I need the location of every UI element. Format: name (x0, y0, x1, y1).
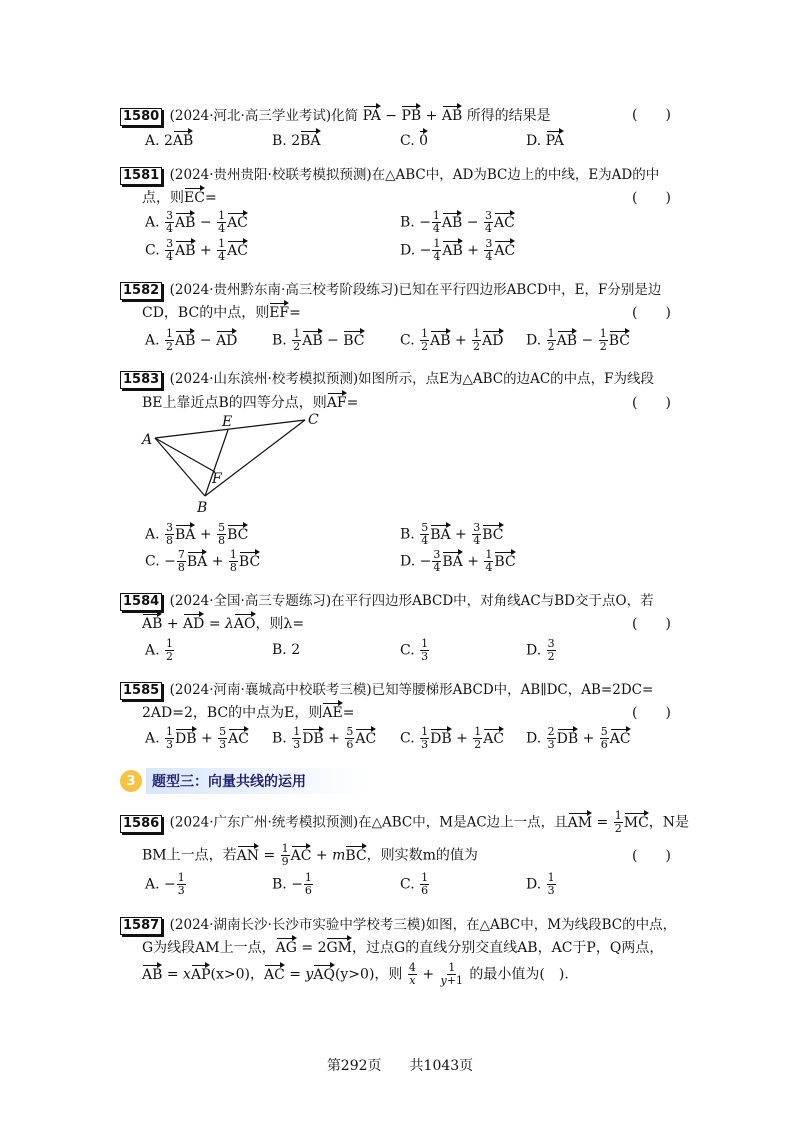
section-badge: 3 (120, 770, 142, 792)
question-stem: (2024·河南·襄城高中校联考三模)已知等腰梯形ABCD中，AB∥DC，AB=2DC= (169, 682, 654, 698)
question-stem: (2024·贵州贵阳·校联考模拟预测)在△ABC中，AD为BC边上的中线，E为AD的中 (169, 167, 660, 183)
question-1581 (120, 163, 659, 185)
question-stem: (2024·河北·高三学业考试)化简 (169, 108, 359, 124)
answer-paren: ( ) (632, 395, 671, 411)
answer-paren: ( ) (632, 107, 671, 123)
option-d: D. − $\frac{1}{4}$ AB + $\frac{3}{4}$ AC (400, 237, 516, 263)
question-stem: (2024·湖南长沙·长沙市实验中学校考三模)如图，在△ABC中，M为线段BC的中点， (169, 917, 677, 933)
option-c: C. − $\frac{7}{8}$ BA + $\frac{1}{8}$ BC (145, 548, 261, 574)
triangle-figure (140, 410, 330, 520)
option-b: B. − $\frac{1}{4}$ AB − $\frac{3}{4}$ AC (400, 209, 515, 235)
question-1580: 1580 (2024·河北·高三学业考试)化简 PA − PB + AB 所得的结果是 (120, 104, 551, 126)
question-1587-line2: G为线段AM上一点，AG = 2GM，过点G的直线分别交直线AB，AC于P，Q两点， (142, 940, 664, 956)
option-c: C. $\frac{3}{4}$ AB + $\frac{1}{4}$ AC (145, 237, 248, 263)
question-1583 (120, 367, 654, 389)
question-1581-line2: 点，则EC= (142, 190, 217, 206)
option-d: D. PA (526, 133, 564, 149)
question-number: 1580 (120, 108, 162, 126)
option-d: D. − $\frac{3}{4}$ BA + $\frac{1}{4}$ BC (400, 548, 516, 574)
option-a: A. $\frac{1}{2}$ (145, 637, 174, 663)
question-stem: (2024·全国·高三专题练习)在平行四边形ABCD中，对角线AC与BD交于点O，若 (169, 593, 654, 609)
question-stem: (2024·广东广州·统考模拟预测)在△ABC中，M是AC边上一点，且 (169, 814, 568, 831)
option-c: C. $\frac{1}{6}$ (400, 871, 429, 897)
option-d: D. $\frac{1}{2}$ AB − $\frac{1}{2}$ BC (526, 327, 630, 353)
question-1585-line2: 2AD=2，BC的中点为E，则AE= (142, 705, 355, 721)
option-c: C. $\frac{1}{2}$ AB + $\frac{1}{2}$ AD (400, 327, 504, 353)
option-c: C. $\frac{1}{3}$ (400, 637, 429, 663)
question-stem: (2024·山东滨州·校考模拟预测)如图所示，点E为△ABC的边AC的中点，F为线段 (169, 371, 655, 387)
option-d: D. $\frac{2}{3}$ DB + $\frac{5}{6}$ AC (526, 725, 631, 751)
option-b: B. $\frac{1}{2}$ AB − BC (272, 327, 365, 353)
question-number: 1584 (120, 593, 162, 611)
question-1587 (120, 913, 676, 935)
answer-paren: ( ) (632, 190, 671, 206)
answer-paren: ( ) (632, 616, 671, 632)
option-c: C. 0 (400, 133, 429, 149)
question-1582 (120, 278, 661, 300)
option-a: A. $\frac{1}{2}$ AB − AD (145, 327, 238, 353)
question-number: 1585 (120, 682, 162, 700)
answer-paren: ( ) (632, 848, 671, 864)
question-1587-line3: AB = xAP(x>0)，AC = yAQ(y>0)，则 $\frac{4}{x}$ + $\frac{1}{y+1}$ 的最小值为( ). (142, 961, 569, 987)
option-b: B. $\frac{5}{4}$ BA + $\frac{3}{4}$ BC (400, 521, 504, 547)
answer-paren: ( ) (632, 705, 671, 721)
option-b: B. − $\frac{1}{6}$ (272, 871, 312, 897)
option-a: A. $\frac{3}{8}$ BA + $\frac{5}{8}$ BC (145, 521, 249, 547)
option-b: B. 2BA (272, 133, 321, 149)
page-footer: 第292页 共1043页 (326, 1058, 474, 1074)
question-1583-line2: BE上靠近点B的四等分点，则AF= (142, 395, 359, 411)
question-stem: (2024·贵州黔东南·高三校考阶段练习)已知在平行四边形ABCD中，E，F分别是边 (169, 282, 662, 298)
label-f: F (212, 471, 222, 487)
question-number: 1581 (120, 167, 162, 185)
option-b: B. $\frac{1}{3}$ DB + $\frac{5}{6}$ AC (272, 725, 377, 751)
question-1584 (120, 589, 654, 611)
label-e: E (222, 414, 233, 430)
question-number: 1586 (120, 815, 162, 833)
option-b: B. 2 (272, 642, 301, 658)
label-c: C (308, 412, 319, 428)
label-a: A (142, 432, 153, 448)
question-stem-tail: 所得的结果是 (466, 108, 551, 124)
option-a: A. $\frac{3}{4}$ AB − $\frac{1}{4}$ AC (145, 209, 248, 235)
question-number: 1582 (120, 282, 162, 300)
question-number: 1583 (120, 371, 162, 389)
question-number: 1587 (120, 917, 162, 935)
option-c: C. $\frac{1}{3}$ DB + $\frac{1}{2}$ AC (400, 725, 505, 751)
section-header (120, 768, 366, 794)
option-a: A. − $\frac{1}{3}$ (145, 871, 185, 897)
answer-paren: ( ) (632, 305, 671, 321)
option-a: A. $\frac{1}{3}$ DB + $\frac{5}{3}$ AC (145, 725, 249, 751)
question-1584-line2: AB + AD = λAO，则λ= (142, 616, 305, 632)
question-1582-line2: CD，BC的中点，则EF= (142, 305, 301, 321)
question-1585 (120, 678, 653, 700)
question-1586-line2: BM上一点，若AN = $\frac{1}{9}$ AC + mBC，则实数m的值为 (142, 842, 478, 868)
question-1586: 1586 (2024·广东广州·统考模拟预测)在△ABC中，M是AC边上一点，且AM = $\frac{1}{2}$ MC，N是 (120, 810, 689, 835)
label-b: B (197, 500, 208, 516)
section-title: 题型三：向量共线的运用 (146, 768, 366, 794)
option-a: A. 2AB (145, 133, 194, 149)
option-d: D. $\frac{1}{3}$ (526, 871, 555, 897)
option-d: D. $\frac{3}{2}$ (526, 637, 555, 663)
